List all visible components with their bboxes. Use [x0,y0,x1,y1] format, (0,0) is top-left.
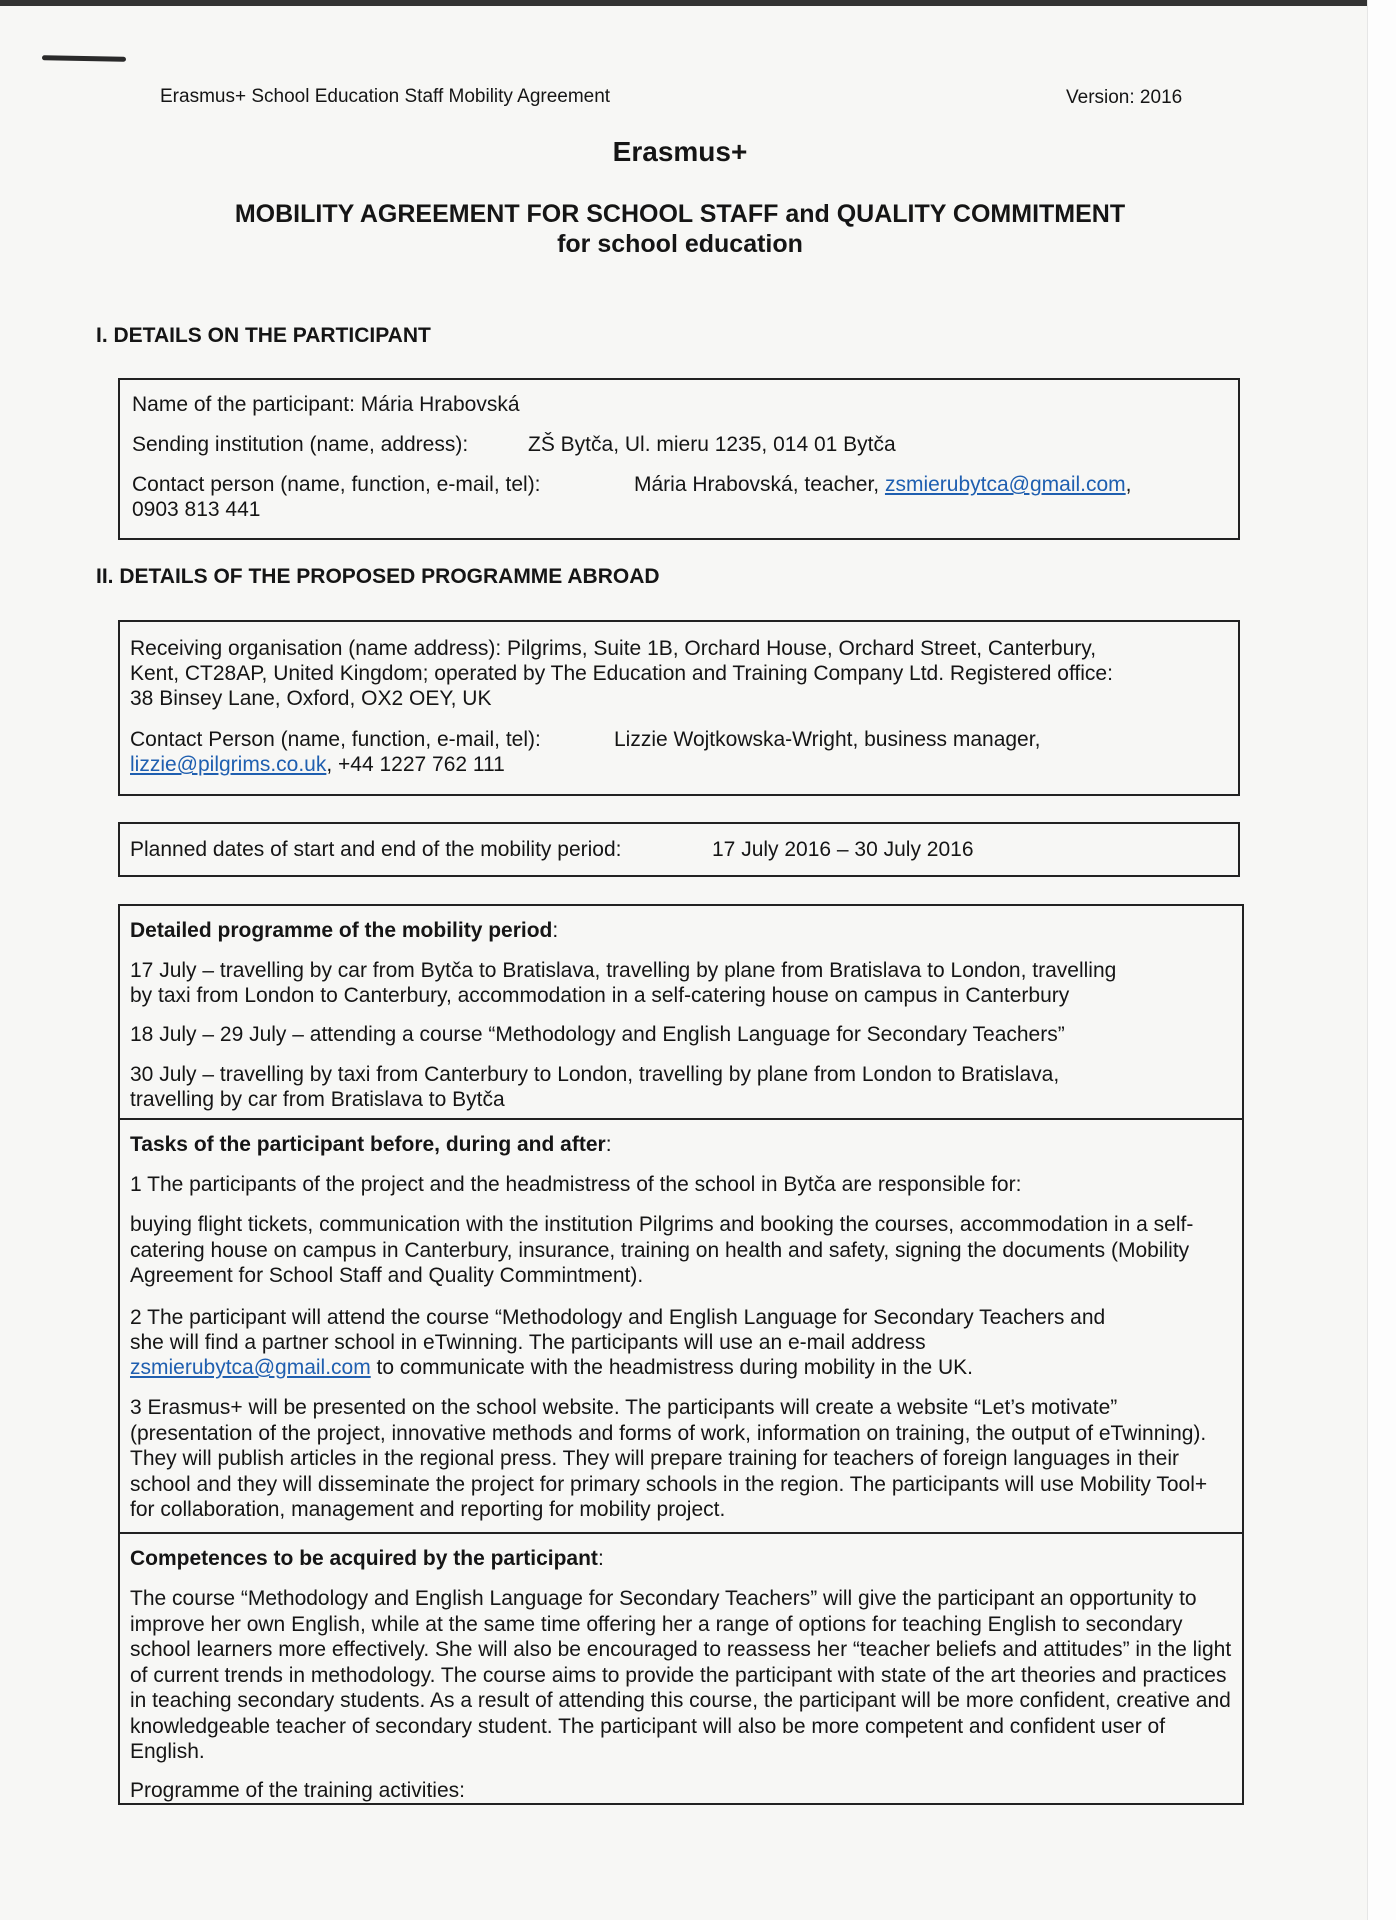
receiving-email-link[interactable]: lizzie@pilgrims.co.uk [130,753,327,776]
detailed-course-days: 18 July – 29 July – attending a course “Methodology and English Language for Secondary Teachers” [130,1023,1065,1046]
scan-edge-right [1367,0,1396,1920]
contact-phone: 0903 813 441 [132,498,261,521]
receiving-phone: , +44 1227 762 111 [326,753,505,776]
receiving-org-box [118,620,1240,796]
detailed-day-17-line-1: 17 July – travelling by car from Bytča to Bratislava, travelling by plane from Bratislava to London, travelling [130,959,1117,982]
section-participant-heading: I. DETAILS ON THE PARTICIPANT [96,324,431,347]
task-2-line-3 [130,1355,973,1380]
detailed-programme-heading [130,918,558,943]
detailed-programme-title: Detailed programme of the mobility period [130,919,553,942]
task-email-link[interactable]: zsmierubytca@gmail.com [130,1356,371,1379]
contact-person-value [634,472,1132,497]
title-subtitle: for school education [557,230,803,258]
competences-body: The course “Methodology and English Language for Secondary Teachers” will give the participant an opportunity to improve her own English, while at the same time offering her a range of options for teaching English to secondary school learners more effectively. She will also be encouraged to reassess her “teacher beliefs and attitudes” in the light of current trends in methodology. The course aims to provide the participant with state of the art theories and practices in teaching secondary students. As a result of attending this course, the participant will be more confident, creative and knowledgeable teacher of secondary student. The participant will also be more competent and confident user of English. [130,1587,1232,1763]
table-divider-1 [120,1118,1242,1120]
receiving-org-line-1: Receiving organisation (name address): Pilgrims, Suite 1B, Orchard House, Orchard Street, Canterbury, [130,637,1097,660]
competences-colon: : [597,1547,604,1570]
detailed-day-30-line-2: travelling by car from Bratislava to Bytča [130,1088,505,1111]
tasks-colon: : [605,1133,612,1156]
dates-box [118,822,1240,877]
dates-value: 17 July 2016 – 30 July 2016 [712,838,974,861]
training-activities-label: Programme of the training activities: [130,1779,465,1802]
sending-institution-value: ZŠ Bytča, Ul. mieru 1235, 014 01 Bytča [528,433,896,456]
task-1-body: buying flight tickets, communication with the institution Pilgrims and booking the courses, accommodation in a self-catering house on campus in Canterbury, insurance, training on health and safety, signing the documents (Mobility Agreement for School Staff and Quality Commintment). [130,1213,1194,1287]
participant-name: Name of the participant: Mária Hrabovská [132,393,520,416]
contact-person-label: Contact person (name, function, e-mail, tel): [132,473,541,496]
task-3-body: 3 Erasmus+ will be presented on the school website. The participants will create a website “Let’s motivate” (presentation of the project, innovative methods and forms of work, information on training, the output of eTwinning). They will publish articles in the regional press. They will prepare training for teachers of foreign languages in their school and they will disseminate the project for primary schools in the region. The participants will use Mobility Tool+ for collaboration, management and reporting for mobility project. [130,1396,1208,1521]
receiving-org-line-3: 38 Binsey Lane, Oxford, OX2 OEY, UK [130,687,492,710]
programme-table [118,904,1244,1805]
dates-label: Planned dates of start and end of the mobility period: [130,838,622,861]
participant-box [118,378,1240,540]
receiving-contact-line-2 [130,752,505,777]
tasks-heading [130,1132,612,1157]
competences-title: Competences to be acquired by the participant [130,1547,598,1570]
task-2-line-2: she will find a partner school in eTwinning. The participants will use an e-mail address [130,1331,926,1354]
task-2-line-3-text: to communicate with the headmistress during mobility in the UK. [370,1356,973,1379]
title-erasmus: Erasmus+ [612,136,748,167]
contact-person-name: Mária Hrabovská, teacher, [634,473,880,496]
pen-mark [42,55,126,61]
tasks-title: Tasks of the participant before, during and after [130,1133,606,1156]
detailed-day-17-line-2: by taxi from London to Canterbury, accommodation in a self-catering house on campus in Canterbury [130,984,1070,1007]
header-version: Version: 2016 [1066,87,1183,108]
title-agreement: MOBILITY AGREEMENT FOR SCHOOL STAFF and QUALITY COMMITMENT [234,200,1126,228]
competences-heading [130,1546,604,1571]
sending-institution-label: Sending institution (name, address): [132,433,469,456]
detailed-day-30-line-1: 30 July – travelling by taxi from Canterbury to London, travelling by plane from London to Bratislava, [130,1063,1060,1086]
receiving-contact-value: Lizzie Wojtkowska-Wright, business manager, [614,728,1041,751]
receiving-contact-label: Contact Person (name, function, e-mail, tel): [130,728,541,751]
table-divider-2 [120,1532,1242,1534]
section-programme-heading: II. DETAILS OF THE PROPOSED PROGRAMME ABROAD [96,565,660,588]
contact-separator: , [1125,473,1132,496]
contact-email-link[interactable]: zsmierubytca@gmail.com [884,473,1126,496]
scan-edge-top [0,0,1396,6]
header-document-name: Erasmus+ School Education Staff Mobility Agreement [160,86,611,107]
detailed-programme-colon: : [552,919,559,942]
task-2-line-1: 2 The participant will attend the course “Methodology and English Language for Secondary Teachers and [130,1306,1106,1329]
task-1-intro: 1 The participants of the project and the headmistress of the school in Bytča are responsible for: [130,1173,1022,1196]
receiving-org-line-2: Kent, CT28AP, United Kingdom; operated by The Education and Training Company Ltd. Registered office: [130,662,1113,685]
